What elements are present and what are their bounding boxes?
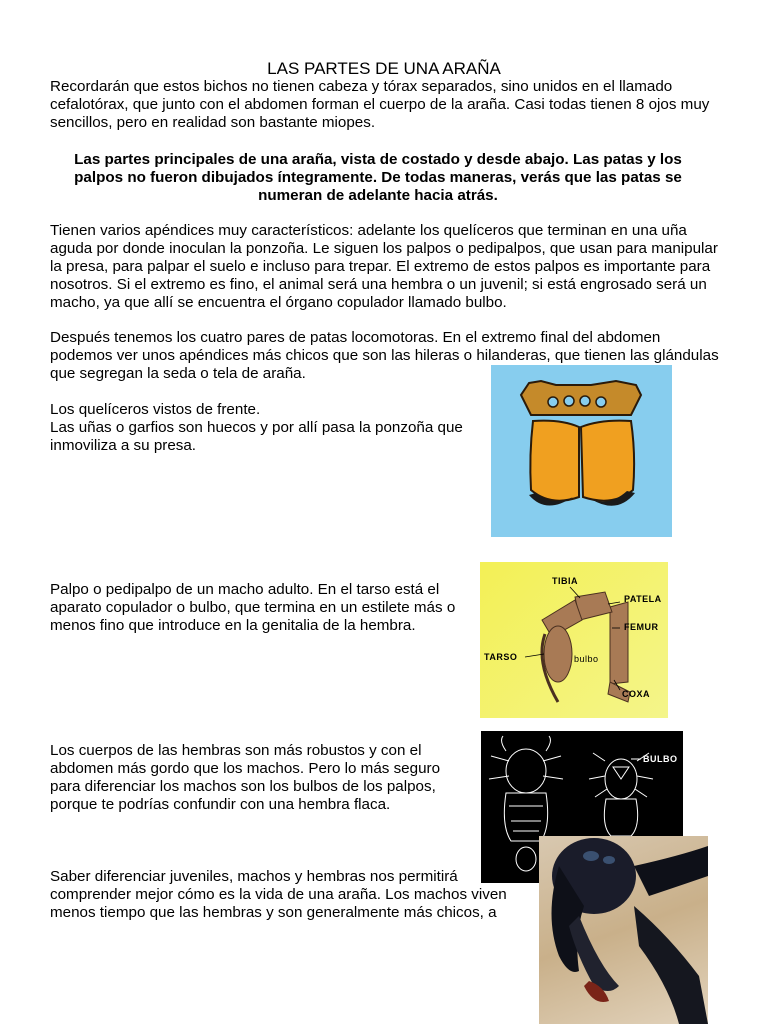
palp-label-coxa: COXA (622, 689, 651, 699)
chelicerae-figure (491, 365, 672, 537)
chelicerae-caption-line2: Las uñas o garfios son huecos y por allí pasa la ponzoña que inmoviliza a su presa. (50, 419, 463, 454)
bodies-caption: Los cuerpos de las hembras son más robustos y con el abdomen más gordo que los machos. Pero lo más seguro para diferenciar los machos son los bulbos de los palpos, porque te podrías confundir con una hembra flaca. (50, 742, 441, 813)
bodies-label-bulbo: BULBO (643, 754, 678, 764)
chelicerae-drawing (491, 365, 672, 537)
palp-caption: Palpo o pedipalpo de un macho adulto. En el tarso está el aparato copulador o bulbo, que termina en un estilete más o menos fino que introduce en la genitalia de la hembra. (50, 581, 456, 634)
palp-label-bulbo: bulbo (574, 654, 599, 664)
legs-paragraph: Después tenemos los cuatro pares de patas locomotoras. En el extremo final del abdomen podemos ver unos apéndices más chicos que son las hileras o hilanderas, que tienen las glándulas que segregan la seda o tela de araña. (50, 329, 719, 382)
palp-label-femur: FEMUR (624, 622, 659, 632)
spider-photo-drawing (539, 836, 708, 1024)
appendages-paragraph: Tienen varios apéndices muy característicos: adelante los quelíceros que terminan en una uña aguda por donde inoculan la ponzoña. Le siguen los palpos o pedipalpos, que usan para manipular la presa, para palpar el suelo e incluso para trepar. El extremo de estos palpos es importante para nosotros. Si el extremo es fino, el animal será una hembra o un juvenil; si está engrosado será un macho, ya que allí se encuentra el órgano copulador llamado bulbo. (50, 222, 718, 311)
intro-paragraph: Recordarán que estos bichos no tienen cabeza y tórax separados, sino unidos en el llamado cefalotórax, que junto con el abdomen forman el cuerpo de la araña. Casi todas tienen 8 ojos muy sencillos, pero en realidad son bastante miopes. (50, 78, 710, 131)
palp-label-tarso: TARSO (484, 652, 518, 662)
palp-label-tibia: TIBIA (552, 576, 578, 586)
chelicerae-caption-line1: Los quelíceros vistos de frente. (50, 401, 261, 418)
spider-photo (539, 836, 708, 1024)
life-paragraph: Saber diferenciar juveniles, machos y hembras nos permitirá comprender mejor cómo es la vida de una araña. Los machos viven menos tiempo que las hembras y son generalmente más chicos, a (50, 868, 507, 921)
page-title: LAS PARTES DE UNA ARAÑA (267, 59, 501, 78)
palp-figure (480, 562, 668, 718)
figure-caption-bold: Las partes principales de una araña, vista de costado y desde abajo. Las patas y los palpos no fueron dibujados íntegramente. De todas maneras, verás que las patas se numeran de adelante hacia atrás. (74, 151, 682, 204)
chelicerae-caption (50, 401, 470, 455)
palp-drawing (480, 562, 668, 718)
palp-label-patela: PATELA (624, 594, 662, 604)
